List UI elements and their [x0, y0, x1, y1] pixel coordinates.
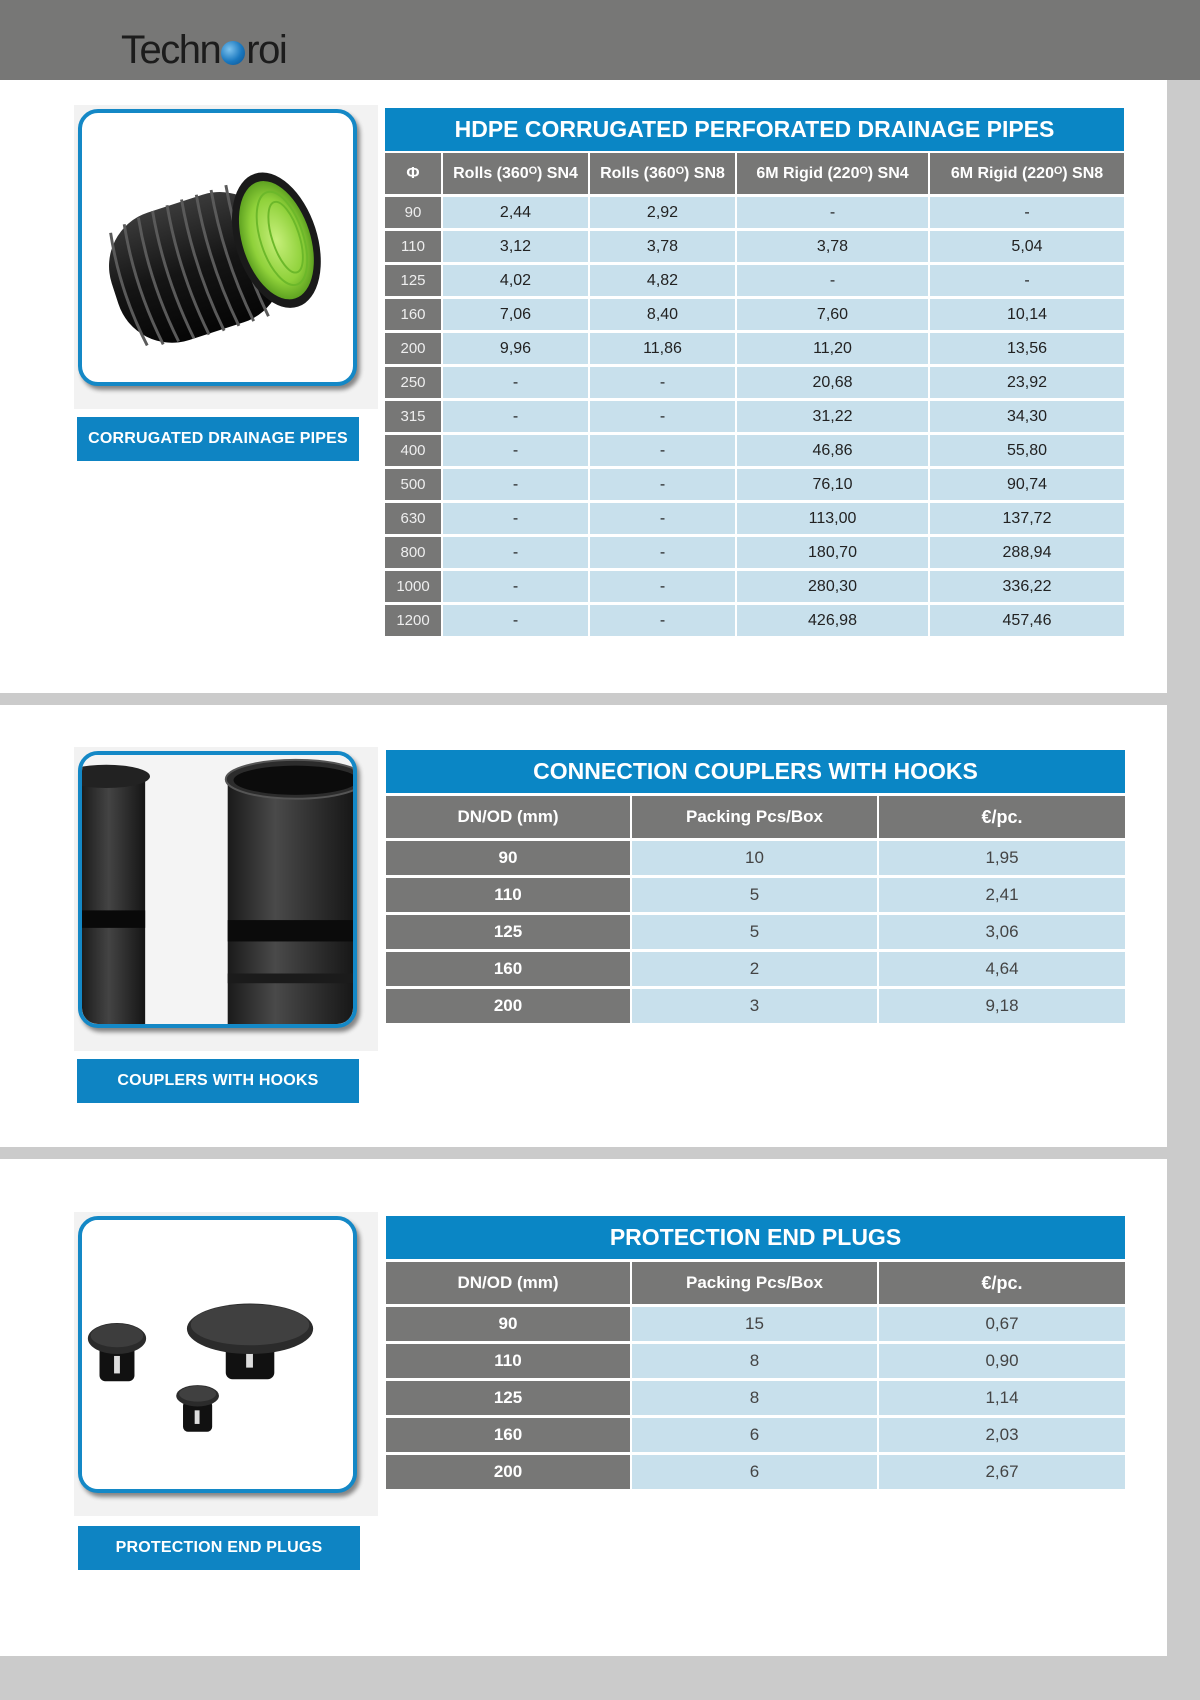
table-cell: 9,96: [443, 333, 590, 367]
table-cell: 457,46: [930, 605, 1124, 639]
side-strip: [1167, 80, 1200, 1700]
table-cell: 90,74: [930, 469, 1124, 503]
table-cell: -: [443, 537, 590, 571]
table-cell: 280,30: [737, 571, 930, 605]
table-cell: 11,86: [590, 333, 737, 367]
table-cell: 137,72: [930, 503, 1124, 537]
pipe-photo: [78, 109, 357, 386]
table-cell: 3,12: [443, 231, 590, 265]
table-cell: -: [443, 401, 590, 435]
table-cell: 6: [632, 1455, 879, 1492]
table-row: [386, 952, 1125, 989]
table-cell: -: [590, 469, 737, 503]
globe-icon: [221, 41, 245, 65]
table-row: [385, 469, 1124, 503]
row-size-cell: 90: [386, 841, 632, 878]
caption-end-plugs: PROTECTION END PLUGS: [78, 1526, 360, 1570]
table-cell: 7,60: [737, 299, 930, 333]
table-row: [385, 265, 1124, 299]
row-size-cell: 90: [385, 197, 443, 231]
table-cell: -: [590, 503, 737, 537]
table-cell: -: [590, 367, 737, 401]
table-cell: 76,10: [737, 469, 930, 503]
table-cell: -: [737, 265, 930, 299]
table-cell: -: [443, 605, 590, 639]
table-cell: 23,92: [930, 367, 1124, 401]
table-cell: -: [443, 435, 590, 469]
table-row: [386, 915, 1125, 952]
end-plugs-table: [386, 1262, 1125, 1492]
table-row: [386, 1307, 1125, 1344]
row-size-cell: 160: [386, 952, 632, 989]
table-cell: 46,86: [737, 435, 930, 469]
table-cell: 15: [632, 1307, 879, 1344]
header-cell: 6M Rigid (220ᴼ) SN4: [737, 153, 930, 197]
table-cell: 5,04: [930, 231, 1124, 265]
table-cell: 3,78: [590, 231, 737, 265]
table-cell: 2,92: [590, 197, 737, 231]
row-size-cell: 1200: [385, 605, 443, 639]
table-cell: -: [443, 503, 590, 537]
table-cell: 2,44: [443, 197, 590, 231]
table-cell: 5: [632, 915, 879, 952]
plug-photo: [78, 1216, 357, 1493]
table-cell: 288,94: [930, 537, 1124, 571]
table-cell: 0,90: [879, 1344, 1125, 1381]
row-size-cell: 1000: [385, 571, 443, 605]
table-cell: 2: [632, 952, 879, 989]
caption-couplers: COUPLERS WITH HOOKS: [77, 1059, 359, 1103]
table-cell: 0,67: [879, 1307, 1125, 1344]
coupler-photo-frame: [74, 747, 378, 1051]
table-cell: 8,40: [590, 299, 737, 333]
table-cell: 180,70: [737, 537, 930, 571]
table-cell: 1,14: [879, 1381, 1125, 1418]
table-row: [385, 503, 1124, 537]
table-cell: 11,20: [737, 333, 930, 367]
table-cell: 7,06: [443, 299, 590, 333]
table-row: [385, 333, 1124, 367]
table-cell: -: [930, 197, 1124, 231]
header-cell: DN/OD (mm): [386, 796, 632, 841]
table-row: [386, 1344, 1125, 1381]
table-cell: 426,98: [737, 605, 930, 639]
table-cell: 2,03: [879, 1418, 1125, 1455]
table-cell: 9,18: [879, 989, 1125, 1026]
table-cell: -: [590, 435, 737, 469]
table-cell: 5: [632, 878, 879, 915]
table-row: [385, 605, 1124, 639]
row-size-cell: 110: [386, 878, 632, 915]
header-cell: €/pc.: [879, 1262, 1125, 1307]
header-cell: Rolls (360ᴼ) SN8: [590, 153, 737, 197]
table-cell: -: [443, 367, 590, 401]
header-cell: Packing Pcs/Box: [632, 1262, 879, 1307]
table-title-couplers: CONNECTION COUPLERS WITH HOOKS: [386, 750, 1125, 793]
table-row: [385, 571, 1124, 605]
table-row: [385, 435, 1124, 469]
table-cell: 3: [632, 989, 879, 1026]
couplers-table: [386, 796, 1125, 1026]
row-size-cell: 800: [385, 537, 443, 571]
table-cell: 34,30: [930, 401, 1124, 435]
table-row: [386, 989, 1125, 1026]
row-size-cell: 160: [386, 1418, 632, 1455]
table-row: [385, 537, 1124, 571]
table-cell: 2,41: [879, 878, 1125, 915]
table-row: [386, 878, 1125, 915]
caption-corrugated-pipes: CORRUGATED DRAINAGE PIPES: [77, 417, 359, 461]
table-cell: 10,14: [930, 299, 1124, 333]
table-cell: 8: [632, 1381, 879, 1418]
corrugated-pipe-image: [82, 113, 353, 382]
table-cell: 3,78: [737, 231, 930, 265]
row-size-cell: 200: [385, 333, 443, 367]
row-size-cell: 500: [385, 469, 443, 503]
row-size-cell: 125: [386, 915, 632, 952]
header-cell: Φ: [385, 153, 443, 197]
row-size-cell: 200: [386, 1455, 632, 1492]
table-row: [385, 299, 1124, 333]
table-cell: 6: [632, 1418, 879, 1455]
table-header-row: [385, 153, 1124, 197]
table-cell: 20,68: [737, 367, 930, 401]
table-cell: 4,82: [590, 265, 737, 299]
row-size-cell: 630: [385, 503, 443, 537]
row-size-cell: 110: [386, 1344, 632, 1381]
table-cell: 13,56: [930, 333, 1124, 367]
table-cell: 3,06: [879, 915, 1125, 952]
table-cell: -: [590, 537, 737, 571]
row-size-cell: 160: [385, 299, 443, 333]
coupler-photo: [78, 751, 357, 1028]
footer-band: [0, 1656, 1200, 1700]
table-cell: -: [737, 197, 930, 231]
table-cell: 1,95: [879, 841, 1125, 878]
header-cell: 6M Rigid (220ᴼ) SN8: [930, 153, 1124, 197]
row-size-cell: 315: [385, 401, 443, 435]
table-row: [386, 1455, 1125, 1492]
table-cell: 8: [632, 1344, 879, 1381]
table-title-drainage-pipes: HDPE CORRUGATED PERFORATED DRAINAGE PIPES: [385, 108, 1124, 151]
pipe-photo-frame: [74, 105, 378, 409]
end-plug-image: [82, 1220, 353, 1489]
table-cell: 10: [632, 841, 879, 878]
table-row: [385, 197, 1124, 231]
section-divider: [0, 1147, 1167, 1159]
table-row: [385, 401, 1124, 435]
table-cell: 4,02: [443, 265, 590, 299]
table-cell: -: [590, 605, 737, 639]
logo-text-left: Techn: [121, 28, 221, 72]
table-row: [386, 1381, 1125, 1418]
logo-text-right: roi: [246, 28, 287, 72]
row-size-cell: 400: [385, 435, 443, 469]
row-size-cell: 90: [386, 1307, 632, 1344]
row-size-cell: 110: [385, 231, 443, 265]
table-cell: -: [590, 571, 737, 605]
table-cell: -: [590, 401, 737, 435]
row-size-cell: 200: [386, 989, 632, 1026]
table-row: [385, 231, 1124, 265]
row-size-cell: 125: [386, 1381, 632, 1418]
table-cell: 336,22: [930, 571, 1124, 605]
table-cell: -: [443, 469, 590, 503]
table-row: [386, 841, 1125, 878]
header-cell: Packing Pcs/Box: [632, 796, 879, 841]
table-cell: 31,22: [737, 401, 930, 435]
header-cell: Rolls (360ᴼ) SN4: [443, 153, 590, 197]
table-cell: 2,67: [879, 1455, 1125, 1492]
row-size-cell: 250: [385, 367, 443, 401]
section-divider: [0, 693, 1167, 705]
table-cell: 4,64: [879, 952, 1125, 989]
table-cell: -: [930, 265, 1124, 299]
header-cell: €/pc.: [879, 796, 1125, 841]
plug-photo-frame: [74, 1212, 378, 1516]
row-size-cell: 125: [385, 265, 443, 299]
table-row: [385, 367, 1124, 401]
brand-logo: [121, 28, 286, 72]
drainage-pipes-table: [385, 153, 1124, 639]
header-cell: DN/OD (mm): [386, 1262, 632, 1307]
table-cell: 113,00: [737, 503, 930, 537]
table-row: [386, 1418, 1125, 1455]
page-header: [0, 0, 1200, 80]
table-header-row: [386, 1262, 1125, 1307]
coupler-image: [82, 755, 353, 1024]
table-title-end-plugs: PROTECTION END PLUGS: [386, 1216, 1125, 1259]
table-cell: -: [443, 571, 590, 605]
table-header-row: [386, 796, 1125, 841]
table-cell: 55,80: [930, 435, 1124, 469]
